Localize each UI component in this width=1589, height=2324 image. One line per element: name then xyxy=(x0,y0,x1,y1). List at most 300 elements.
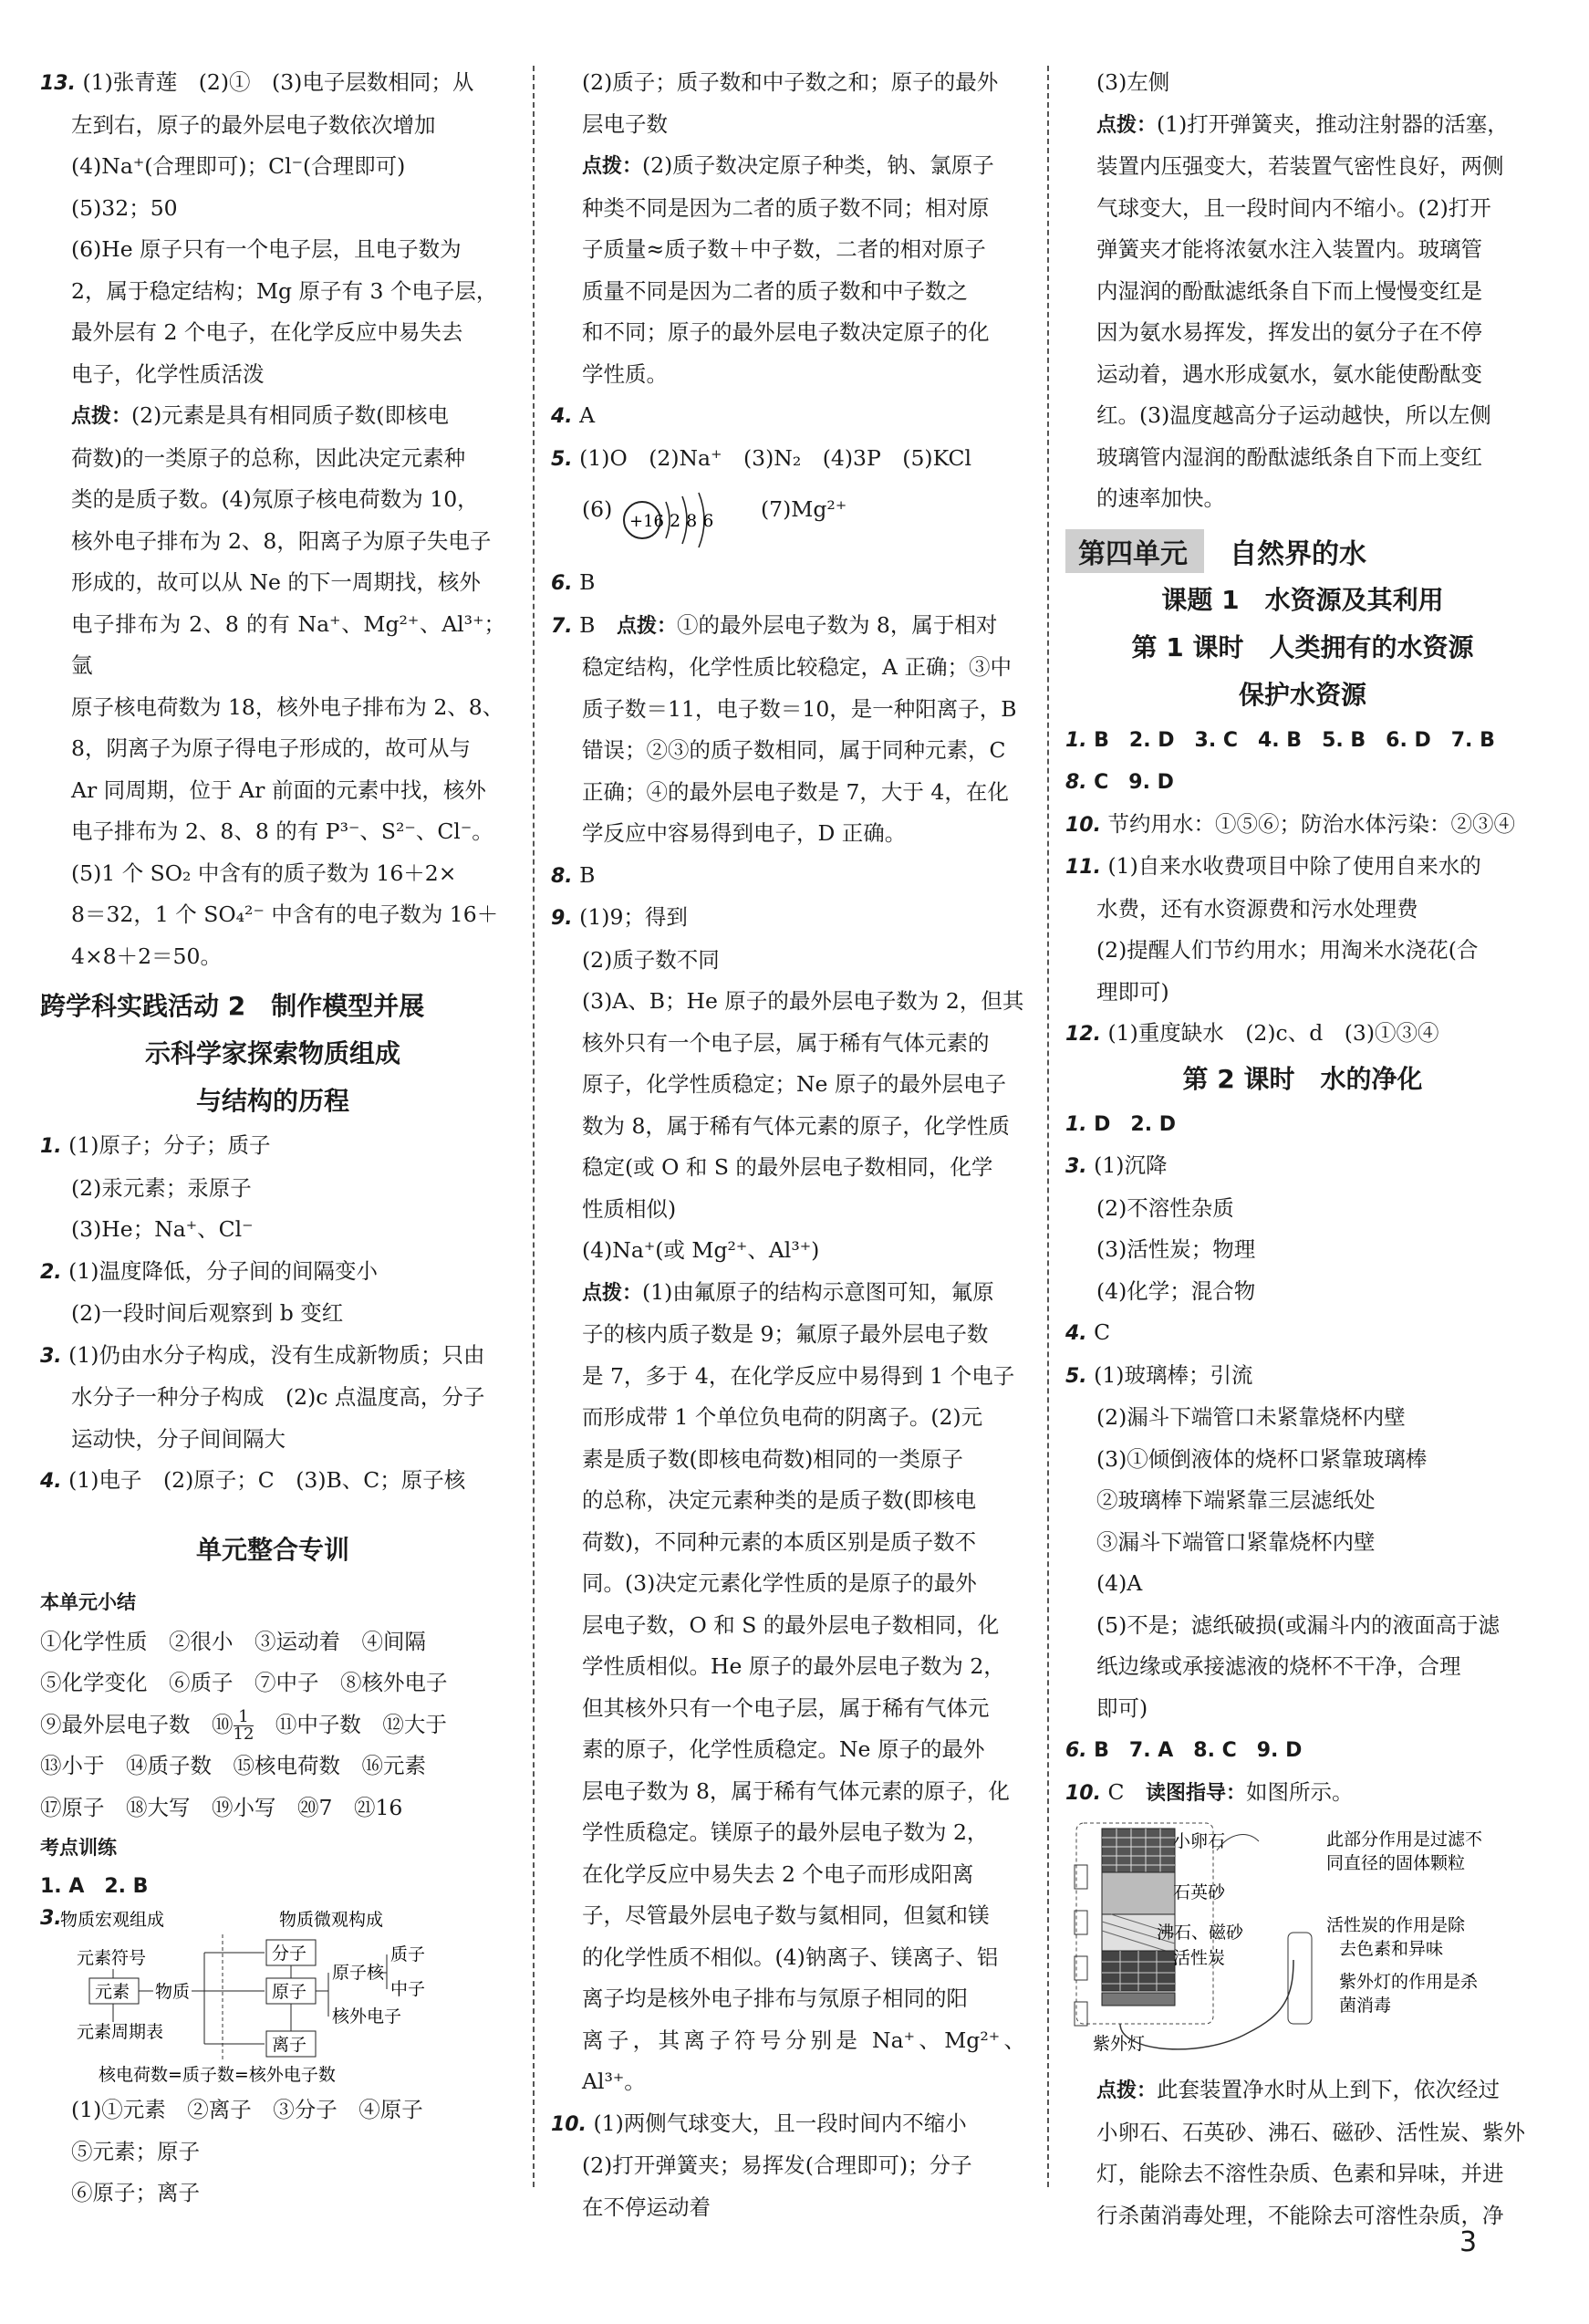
concept-diagram xyxy=(40,1907,505,2090)
answer-text: 素的原子，化学性质稳定。Ne 原子的最外 xyxy=(582,1736,985,1762)
answer-line xyxy=(40,728,505,770)
pebble-layer xyxy=(1102,1829,1175,1872)
answer-text: (1)两侧气球变大，且一段时间内不缩小 xyxy=(593,2110,967,2136)
answer-text: 子，尽管最外层电子数与氦相同，但氦和镁 xyxy=(582,1902,990,1928)
answer-text: 种类不同是因为二者的质子数不同；相对原 xyxy=(582,194,990,221)
answer-text: 的总称，决定元素种类的是质子数(即核电 xyxy=(582,1487,977,1513)
question-number: 10. xyxy=(1065,813,1101,837)
answer-line xyxy=(1065,1563,1540,1605)
question-number: 4. xyxy=(551,405,573,428)
answer-line xyxy=(40,1335,505,1378)
answer-text: (5)1 个 SO₂ 中含有的质子数为 16＋2× xyxy=(71,860,457,886)
answer-text: (1)重度缺水 (2)c、d (3)①③④ xyxy=(1107,1020,1439,1046)
answer-text: (3)A、B；He 原子的最外层电子数为 2，但其 xyxy=(582,988,1024,1014)
answer-line xyxy=(40,562,505,604)
answer-line xyxy=(1065,437,1540,479)
answer-text: 错误；②③的质子数相同，属于同种元素，C xyxy=(582,737,1006,763)
answer-text: B xyxy=(579,611,617,638)
answer-text: (1)电子 (2)原子；C (3)B、C；原子核 xyxy=(68,1467,466,1493)
answer-text: 但其核外只有一个电子层，属于稀有气体元 xyxy=(582,1694,990,1721)
answer-text: 即可) xyxy=(1096,1694,1148,1721)
label-carbon: 活性炭 xyxy=(1173,1948,1226,1968)
exam-title: 考点训练 xyxy=(40,1837,117,1859)
question-number: 8. xyxy=(1065,771,1087,794)
answer-line xyxy=(1065,1013,1540,1056)
answer-line xyxy=(551,940,1025,982)
answer-line xyxy=(551,605,1025,648)
hint-label: 点拨： xyxy=(71,405,132,428)
answer-text: 层电子数，O 和 S 的最外层电子数相同，化 xyxy=(582,1611,1000,1638)
answer-text: C xyxy=(1107,1778,1146,1805)
answer-text: C xyxy=(1094,1319,1111,1345)
answer-text: C 9. D xyxy=(1094,771,1174,794)
answer-text: (2)不溶性杂质 xyxy=(1096,1194,1234,1221)
answer-text: 的速率加快。 xyxy=(1096,485,1225,511)
summary-line-3b: ⑪中子数 ⑫大于 xyxy=(254,1711,447,1737)
atom-structure-row xyxy=(551,480,1025,562)
answer-line xyxy=(1065,1145,1540,1188)
answer-line xyxy=(551,1771,1025,1813)
answer-line xyxy=(551,1230,1025,1272)
activity-title-line-3: 与结构的历程 xyxy=(195,1086,349,1116)
answer-text: ③漏斗下端管口紧靠烧杯内壁 xyxy=(1096,1528,1376,1555)
activity-title-line-2: 示科学家探索物质组成 xyxy=(144,1038,400,1068)
answer-text: (1)9；得到 xyxy=(579,904,688,930)
diag-table: 元素周期表 xyxy=(77,2022,164,2042)
answer-line xyxy=(551,1064,1025,1106)
answer-line xyxy=(1065,1229,1540,1271)
summary-line-2: ⑤化学变化 ⑥质子 ⑦中子 ⑧核外电子 xyxy=(40,1670,448,1695)
unit-title: 自然界的水 xyxy=(1230,537,1366,570)
note2-a: 活性炭的作用是除 xyxy=(1326,1915,1466,1935)
summary-line-5: ⑰原子 ⑱大写 ⑲小写 ⑳7 ㉑16 xyxy=(40,1794,403,1820)
question-number: 6. xyxy=(1065,1739,1087,1762)
answer-line xyxy=(40,479,505,521)
answer-line xyxy=(1065,2153,1540,2195)
answer-text: (1)温度降低，分子间的间隔变小 xyxy=(68,1257,378,1284)
answer-line xyxy=(551,897,1025,940)
answer-line xyxy=(551,981,1025,1023)
answer-line xyxy=(1065,1480,1540,1522)
review-title: 单元整合专训 xyxy=(195,1534,349,1565)
answer-text: 质量不同是因为二者的质子数和中子数之 xyxy=(582,277,968,304)
answer-text: (1)由氟原子的结构示意图可知，氟原 xyxy=(642,1278,994,1305)
answer-line xyxy=(1065,930,1540,972)
answer-line xyxy=(40,1251,505,1294)
question-number: 8. xyxy=(551,864,573,888)
answer-text-2: ①的最外层电子数为 8，属于相对 xyxy=(676,611,998,638)
answer-line xyxy=(551,1106,1025,1148)
diag-element: 元素 xyxy=(95,1982,130,2002)
answer-text: 4×8＋2＝50。 xyxy=(71,943,222,969)
answer-text: 小卵石、石英砂、沸石、磁砂、活性炭、紫外 xyxy=(1096,2119,1525,2145)
diag-proton: 质子 xyxy=(390,1944,426,1964)
answer-text: 稳定结构，化学性质比较稳定，A 正确；③中 xyxy=(582,654,1012,680)
answer-line xyxy=(40,521,505,563)
question-number: 10. xyxy=(1065,1781,1101,1805)
answer-line xyxy=(551,1522,1025,1564)
answer-text: 形成的，故可以从 Ne 的下一周期找，核外 xyxy=(71,569,481,595)
answer-line xyxy=(40,1209,505,1251)
diag-nucleus: 原子核 xyxy=(332,1963,385,1983)
answer-line xyxy=(551,1189,1025,1231)
concept-diagram-svg xyxy=(40,1907,505,2090)
summary-line-4: ⑬小于 ⑭质子数 ⑮核电荷数 ⑯元素 xyxy=(40,1753,426,1778)
answer-line xyxy=(40,312,505,354)
answer-line xyxy=(551,1439,1025,1481)
answer-text: B 2. D 3. C 4. B 5. B 6. D 7. B xyxy=(1094,728,1495,752)
answer-text: 理即可) xyxy=(1096,978,1169,1005)
answer-text: 在化学反应中易失去 2 个电子而形成阳离 xyxy=(582,1860,974,1887)
answer-line xyxy=(551,354,1025,396)
after-diagram-1: (1)①元素 ②离子 ③分子 ④原子 xyxy=(71,2097,423,2122)
answer-text: 荷数)的一类原子的总称，因此决定元素种 xyxy=(71,444,466,471)
answer-text: (5)不是；滤纸破损(或漏斗内的液面高于滤 xyxy=(1096,1611,1500,1638)
answer-line xyxy=(40,271,505,313)
answer-text: (2)漏斗下端管口未紧靠烧杯内壁 xyxy=(1096,1404,1406,1430)
hint-label: 点拨： xyxy=(616,614,677,638)
answer-text: 层电子数 xyxy=(582,110,668,137)
answer-line xyxy=(40,770,505,812)
answer-line xyxy=(551,2020,1025,2103)
answer-line xyxy=(551,62,1025,104)
answer-line xyxy=(1065,972,1540,1014)
answer-text: (2)汞元素；汞原子 xyxy=(71,1174,252,1201)
answer-text: 电子，化学性质活泼 xyxy=(71,360,265,387)
question-number: 12. xyxy=(1065,1023,1101,1046)
answer-text: (1)O (2)Na⁺ (3)N₂ (4)3P (5)KCl xyxy=(579,444,972,471)
answer-text: 电子排布为 2、8 的有 Na⁺、Mg²⁺、Al³⁺；氩 xyxy=(71,610,505,678)
answer-line xyxy=(551,813,1025,855)
answer-text: (3)左侧 xyxy=(1096,69,1170,95)
activity-answers xyxy=(40,1125,505,1503)
answer-text: 纸边缘或承接滤液的烧杯不干净，合理 xyxy=(1096,1653,1461,1679)
hint-label: 点拨： xyxy=(582,155,643,178)
fraction-numerator: 1 xyxy=(234,1709,254,1726)
answer-line xyxy=(40,811,505,853)
column-divider-2 xyxy=(1047,66,1049,2187)
answer-line xyxy=(551,2145,1025,2187)
answer-line xyxy=(551,145,1025,188)
answer-text: 类的是质子数。(4)氖原子核电荷数为 10， xyxy=(71,486,479,512)
answer-line xyxy=(551,1854,1025,1896)
answer-text: 玻璃管内湿润的酚酞滤纸条自下而上变红 xyxy=(1096,443,1482,470)
answer-line xyxy=(1065,2069,1540,2112)
answer-line xyxy=(1065,1312,1540,1355)
answer-line xyxy=(1065,1646,1540,1688)
answer-text: 原子，化学性质稳定；Ne 原子的最外层电子 xyxy=(582,1071,1006,1097)
answer-line xyxy=(1065,146,1540,188)
answer-line xyxy=(551,730,1025,772)
lesson2-title: 第 2 课时 水的净化 xyxy=(1182,1063,1423,1094)
summary-line-3a: ⑨最外层电子数 ⑩ xyxy=(40,1711,234,1737)
answer-line xyxy=(1065,354,1540,396)
answer-10-cont xyxy=(1065,62,1540,520)
answer-line xyxy=(1065,1439,1540,1481)
answer-line xyxy=(551,438,1025,481)
answer-line xyxy=(551,1480,1025,1522)
answer-text: 学性质稳定。镁原子的最外层电子数为 2， xyxy=(582,1819,989,1845)
exam-q3-label: 3. xyxy=(40,1907,62,1930)
question-number: 1. xyxy=(40,1135,62,1158)
reading-guide-label: 读图指导： xyxy=(1145,1781,1246,1805)
topic-title: 课题 1 水资源及其利用 xyxy=(1161,584,1444,615)
answer-line xyxy=(40,62,505,105)
answer-line xyxy=(551,1812,1025,1854)
question-number: 5. xyxy=(551,447,573,471)
filter-diagram xyxy=(1065,1814,1540,2069)
answer-line xyxy=(40,188,505,230)
answer-line xyxy=(1065,1355,1540,1398)
answer-text: (5)32；50 xyxy=(71,194,178,221)
answer-text: (4)Na⁺(或 Mg²⁺、Al³⁺) xyxy=(582,1237,820,1263)
hint-label: 点拨： xyxy=(1096,2079,1158,2102)
answer-text: ②玻璃棒下端紧靠三层滤纸处 xyxy=(1096,1487,1376,1513)
diag-micro: 物质微观构成 xyxy=(279,1910,384,1930)
answer-text: (2)质子数决定原子种类，钠、氯原子 xyxy=(642,152,994,178)
answer-text: (4)Na⁺(合理即可)；Cl⁻(合理即可) xyxy=(71,153,406,179)
answer-text: 质子数＝11，电子数＝10，是一种阳离子，B xyxy=(582,695,1017,722)
column-2 xyxy=(551,62,1025,2228)
answer-text: 装置内压强变大，若装置气密性良好，两侧 xyxy=(1096,153,1504,179)
answer-line xyxy=(551,1978,1025,2020)
answer-line xyxy=(551,1688,1025,1730)
answer-line xyxy=(1065,1522,1540,1564)
filter-explanation xyxy=(1065,2069,1540,2236)
answer-line xyxy=(1065,1188,1540,1230)
answer-text: (2)打开弹簧夹；易挥发(合理即可)；分子 xyxy=(582,2152,972,2178)
answer-line xyxy=(1065,889,1540,931)
answer-text: 荷数)，不同种元素的本质区别是质子数不 xyxy=(582,1528,977,1555)
answer-text: 水费，还有水资源费和污水处理费 xyxy=(1096,895,1418,922)
diag-electron: 核外电子 xyxy=(332,2006,402,2027)
answer-line xyxy=(551,1937,1025,1979)
diag-ion: 离子 xyxy=(272,2035,307,2055)
answer-text: 红。(3)温度越高分子运动越快，所以左侧 xyxy=(1096,402,1491,428)
answer-text: 内湿润的酚酞滤纸条自下而上慢慢变红是 xyxy=(1096,277,1482,304)
question-number: 6. xyxy=(551,572,573,595)
answer-text: 稳定(或 O 和 S 的最外层电子数相同，化学 xyxy=(582,1154,993,1180)
answer-text: 离子均是核外电子排布与氖原子相同的阳 xyxy=(582,1985,968,2011)
answer-text: 是 7，多于 4，在化学反应中易得到 1 个电子 xyxy=(582,1362,1015,1389)
answer-text: (2)质子；质子数和中子数之和；原子的最外 xyxy=(582,69,999,95)
answer-line xyxy=(551,1895,1025,1937)
answer-line xyxy=(551,855,1025,898)
answer-line xyxy=(1065,1772,1540,1815)
answer-line xyxy=(551,1397,1025,1439)
label-quartz: 石英砂 xyxy=(1173,1882,1226,1902)
answer-line xyxy=(40,1168,505,1210)
question-number: 1. xyxy=(1065,728,1087,752)
diag-matter: 物质 xyxy=(155,1982,191,2002)
answer-line xyxy=(40,438,505,480)
fraction-denominator: 12 xyxy=(233,1724,254,1744)
answer-text: (3)活性炭；物理 xyxy=(1096,1236,1256,1262)
page-number: 3 xyxy=(1459,2226,1478,2258)
question-number: 11. xyxy=(1065,856,1101,879)
hint-label: 点拨： xyxy=(582,1281,643,1305)
answer-line xyxy=(40,1460,505,1503)
answer-text: 气球变大，且一段时间内不缩小。(2)打开 xyxy=(1096,194,1491,221)
answer-line xyxy=(1065,312,1540,354)
exam-line-1: 1. A 2. B xyxy=(40,1875,149,1898)
answer-line xyxy=(1065,804,1540,847)
label-pebble: 小卵石 xyxy=(1173,1831,1226,1851)
answer-line xyxy=(40,229,505,271)
answer-line xyxy=(1065,1103,1540,1146)
answer-line xyxy=(551,395,1025,438)
answer-line xyxy=(1065,846,1540,889)
answer-text: (1)张青莲 (2)① (3)电子层数相同；从 xyxy=(82,69,474,95)
answer-text: 弹簧夹才能将浓氨水注入装置内。玻璃管 xyxy=(1096,236,1482,262)
answer-line xyxy=(551,1147,1025,1189)
question-number: 3. xyxy=(40,1344,62,1368)
answer-text: 电子排布为 2、8、8 的有 P³⁻、S²⁻、Cl⁻。 xyxy=(71,818,493,844)
answer-text: (2)质子数不同 xyxy=(582,946,720,973)
answer-line xyxy=(40,1377,505,1419)
answer-text: 2，属于稳定结构；Mg 原子有 3 个电子层， xyxy=(71,277,498,304)
answer-line xyxy=(551,1314,1025,1356)
answer-line xyxy=(1065,1729,1540,1772)
answer-text: 子的核内质子数是 9；氟原子最外层电子数 xyxy=(582,1321,989,1347)
filter-diagram-svg xyxy=(1065,1814,1540,2069)
activity-title-line-1: 跨学科实践活动 2 制作模型并展 xyxy=(40,991,425,1021)
answer-line xyxy=(40,1293,505,1335)
answer-text: 运动着，遇水形成氨水，氨水能使酚酞变 xyxy=(1096,360,1482,387)
answer-line xyxy=(551,772,1025,814)
question-number: 10. xyxy=(551,2112,587,2136)
answer-line xyxy=(1065,1605,1540,1647)
answer-line xyxy=(551,229,1025,271)
answer-text: 正确；④的最外层电子数是 7，大于 4，在化 xyxy=(582,778,1009,805)
answer-text: (2)元素是具有相同质子数(即核电 xyxy=(131,402,449,428)
answer-text: 和不同；原子的最外层电子数决定原子的化 xyxy=(582,319,990,345)
quartz-layer xyxy=(1102,1872,1175,1914)
answer-line xyxy=(40,936,505,978)
summary-title: 本单元小结 xyxy=(40,1590,136,1613)
answer-line xyxy=(1065,2112,1540,2154)
question-number: 9. xyxy=(551,907,573,930)
after-diagram-2: ⑤元素；原子 xyxy=(71,2138,200,2164)
answer-text: (1)沉降 xyxy=(1094,1152,1168,1178)
answer-line xyxy=(1065,188,1540,230)
unit-tag: 第四单元 xyxy=(1065,529,1204,573)
answer-line xyxy=(551,188,1025,230)
answer-text: 的化学性质不相似。(4)钠离子、镁离子、铝 xyxy=(582,1944,999,1970)
answer-line xyxy=(40,354,505,396)
column-1 xyxy=(40,62,505,2215)
question-number: 4. xyxy=(1065,1322,1087,1345)
lesson1-title-1: 第 1 课时 人类拥有的水资源 xyxy=(1131,631,1474,662)
answer-line xyxy=(40,894,505,936)
diag-symbol: 元素符号 xyxy=(77,1948,147,1968)
answer-text: 行杀菌消毒处理，不能除去可溶性杂质，净 xyxy=(1096,2202,1504,2228)
diag-formula: 核电荷数=质子数=核外电子数 xyxy=(99,2065,336,2085)
column-divider-1 xyxy=(533,66,535,2187)
answer-text: 同。(3)决定元素化学性质的是原子的最外 xyxy=(582,1570,977,1596)
answer-text: (2)提醒人们节约用水；用淘米水浇花(合 xyxy=(1096,937,1479,963)
answer-line xyxy=(551,2187,1025,2229)
q5-6-label: (6) xyxy=(582,496,613,522)
answer-line xyxy=(551,1563,1025,1605)
answer-line xyxy=(551,312,1025,354)
answer-text: (1)仍由水分子构成，没有生成新物质；只由 xyxy=(68,1341,485,1368)
answer-line xyxy=(551,1729,1025,1771)
question-number: 2. xyxy=(40,1260,62,1284)
answer-text: 运动快，分子间间隔大 xyxy=(71,1425,286,1452)
activity-title xyxy=(40,983,505,1125)
answer-text: 离子，其离子符号分别是 Na⁺、Mg²⁺、Al³⁺。 xyxy=(582,2027,1025,2094)
answer-line xyxy=(551,647,1025,689)
answer-line xyxy=(551,271,1025,313)
answer-text: (4)A xyxy=(1096,1570,1143,1596)
label-zeolite: 沸石、磁砂 xyxy=(1157,1923,1244,1943)
answer-line xyxy=(40,687,505,729)
answer-line xyxy=(551,1646,1025,1688)
question-number: 3. xyxy=(1065,1155,1087,1178)
answer-line xyxy=(40,1419,505,1461)
answer-text: (1)自来水收费项目中除了使用自来水的 xyxy=(1107,853,1481,879)
answer-text: 核外电子排布为 2、8，阳离子为原子失电子 xyxy=(71,527,492,554)
answer-text: B xyxy=(579,569,596,595)
answer-text: 此套装置净水时从上到下，依次经过 xyxy=(1157,2077,1501,2102)
answer-line xyxy=(551,689,1025,731)
answer-text: 灯，能除去不溶性杂质、色素和异味，并进 xyxy=(1096,2161,1504,2186)
answer-line xyxy=(551,1605,1025,1647)
note2-b: 去色素和异味 xyxy=(1339,1939,1444,1959)
answer-line xyxy=(1065,395,1540,437)
summary-line-3 xyxy=(40,1704,505,1746)
answer-line xyxy=(1065,478,1540,520)
uv-lamp xyxy=(1102,1993,1175,2006)
answer-text: (3)①倾倒液体的烧杯口紧靠玻璃棒 xyxy=(1096,1445,1428,1472)
answer-text: (1)玻璃棒；引流 xyxy=(1094,1361,1253,1388)
answer-text: 8，阴离子为原子得电子形成的，故可从与 xyxy=(71,735,471,761)
answer-line xyxy=(1065,1271,1540,1313)
question-number: 13. xyxy=(40,72,76,95)
answer-line xyxy=(551,104,1025,146)
answer-text: (2)一段时间后观察到 b 变红 xyxy=(71,1300,344,1326)
collection-bottle xyxy=(1288,1933,1312,2024)
unit-header xyxy=(1065,529,1540,573)
lesson2-answers xyxy=(1065,1103,1540,1815)
answer-text: 数为 8，属于稀有气体元素的原子，化学性质 xyxy=(582,1112,1010,1139)
label-uv: 紫外灯 xyxy=(1093,2034,1146,2054)
column-3 xyxy=(1065,62,1540,2236)
fraction xyxy=(233,1706,254,1744)
answer-line xyxy=(1065,62,1540,104)
answer-text: (1)打开弹簧夹，推动注射器的活塞， xyxy=(1157,110,1509,137)
answer-text: 层电子数为 8，属于稀有气体元素的原子，化 xyxy=(582,1777,1010,1804)
answer-line xyxy=(1065,229,1540,271)
note3-b: 菌消毒 xyxy=(1339,1996,1392,2016)
answer-text: 在不停运动着 xyxy=(582,2194,711,2220)
answer-text: 素是质子数(即核电荷数)相同的一类原子 xyxy=(582,1445,963,1472)
answer-text-2: 如图所示。 xyxy=(1245,1778,1354,1805)
answer-line xyxy=(551,1272,1025,1315)
answer-line xyxy=(551,562,1025,605)
lesson1-title-2: 保护水资源 xyxy=(1238,679,1366,710)
answer-text: (1)原子；分子；质子 xyxy=(68,1132,271,1158)
sulfur-ion-diagram xyxy=(622,480,750,562)
answer-text: B xyxy=(579,861,596,888)
answer-text: 性质相似) xyxy=(582,1195,677,1222)
answer-text: Ar 同周期，位于 Ar 前面的元素中找，核外 xyxy=(71,776,486,803)
answer-text: 节约用水：①⑤⑥；防治水体污染：②③④ xyxy=(1107,810,1515,837)
answer-line xyxy=(1065,1688,1540,1730)
answer-line xyxy=(1065,761,1540,804)
answer-line xyxy=(40,105,505,147)
